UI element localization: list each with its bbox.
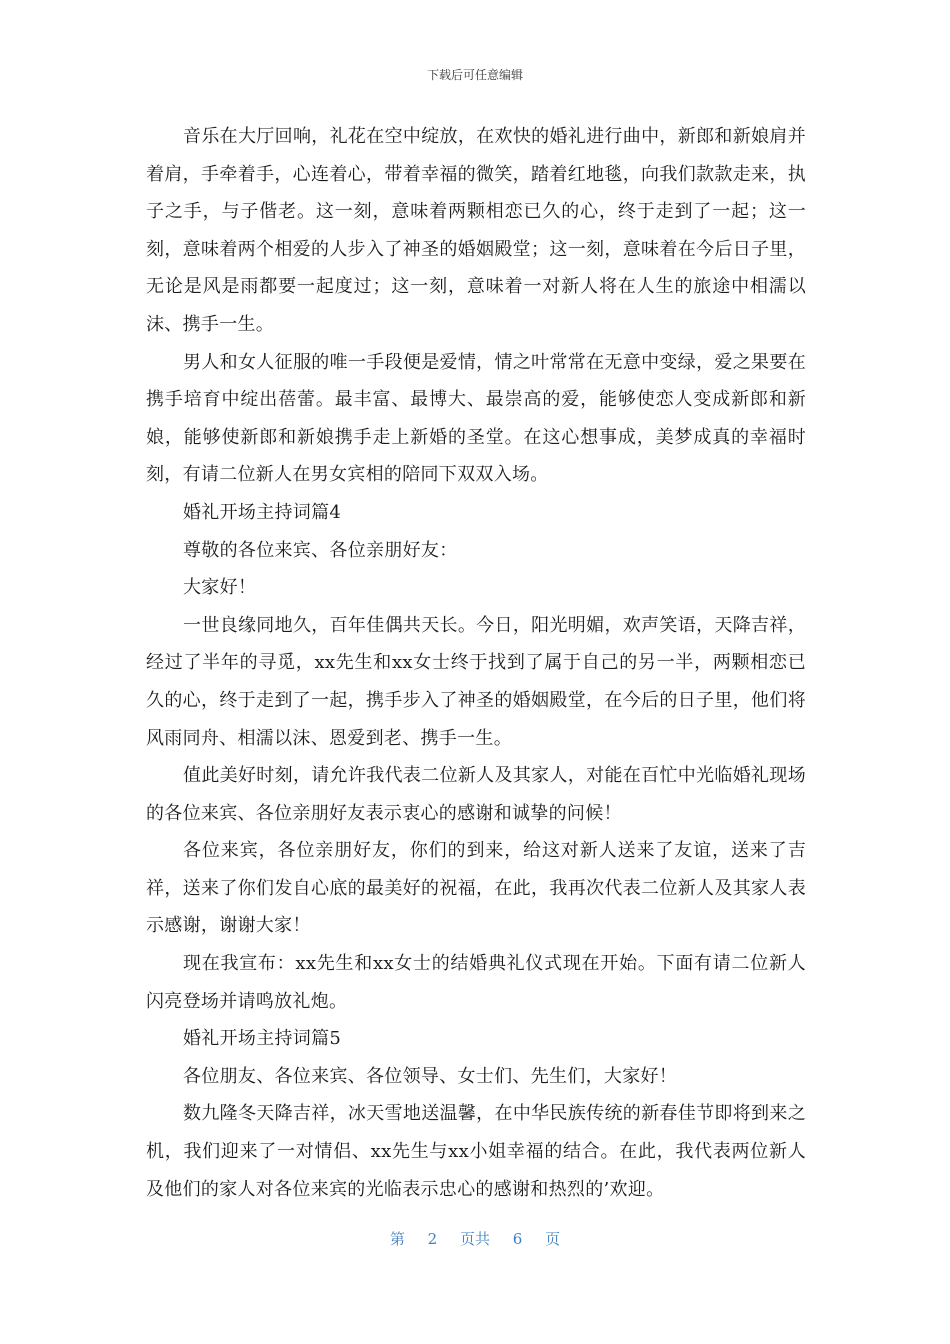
section-heading: 婚礼开场主持词篇4 (183, 501, 342, 523)
paragraph: 数九隆冬天降吉祥，冰天雪地送温馨，在中华民族传统的新春佳节即将到来之机，我们迎来了一对情侣、xx先生与xx小姐幸福的结合。在此，我代表两位新人及他们的家人对各位来宾的光临表示忠心的感谢和热烈的’欢迎。 (146, 1103, 806, 1200)
paragraph: 音乐在大厅回响，礼花在空中绽放，在欢快的婚礼进行曲中，新郎和新娘肩并着肩，手牵着手，心连着心，带着幸福的微笑，踏着红地毯，向我们款款走来，执子之手，与子偕老。这一刻，意味着两颗相恋已久的心，终于走到了一起；这一刻，意味着两个相爱的人步入了神圣的婚姻殿堂；这一刻，意味着在今后日子里，无论是风是雨都要一起度过；这一刻，意味着一对新人将在人生的旅途中相濡以沫、携手一生。 (146, 126, 806, 335)
page-number-footer (0, 1228, 950, 1249)
page-header-note: 下载后可任意编辑 (426, 68, 523, 82)
greeting: 大家好！ (183, 577, 257, 599)
paragraph: 现在我宣布：xx先生和xx女士的结婚典礼仪式现在开始。下面有请二位新人闪亮登场并请鸣放礼炮。 (146, 953, 806, 1012)
footer-prefix: 第 (389, 1230, 405, 1248)
total-pages-number: 6 (512, 1230, 523, 1248)
salutation: 各位朋友、各位来宾、各位领导、女士们、先生们，大家好！ (183, 1065, 678, 1087)
salutation: 尊敬的各位来宾、各位亲朋好友： (183, 539, 458, 561)
paragraph: 各位来宾，各位亲朋好友，你们的到来，给这对新人送来了友谊，送来了吉祥，送来了你们发自心底的最美好的祝福，在此，我再次代表二位新人及其家人表示感谢，谢谢大家！ (146, 840, 806, 937)
paragraph: 男人和女人征服的唯一手段便是爱情，情之叶常常在无意中变绿，爱之果要在携手培育中绽出蓓蕾。最丰富、最博大、最崇高的爱，能够使恋人变成新郎和新娘，能够使新郎和新娘携手走上新婚的圣堂。在这心想事成，美梦成真的幸福时刻，有请二位新人在男女宾相的陪同下双双入场。 (146, 351, 806, 486)
current-page-number: 2 (427, 1230, 438, 1248)
document-body (146, 118, 806, 1208)
section-heading: 婚礼开场主持词篇5 (183, 1028, 342, 1050)
paragraph: 值此美好时刻，请允许我代表二位新人及其家人，对能在百忙中光临婚礼现场的各位来宾、各位亲朋好友表示衷心的感谢和诚挚的问候！ (146, 765, 806, 824)
footer-middle: 页共 (459, 1230, 490, 1248)
footer-suffix: 页 (545, 1230, 561, 1248)
paragraph: 一世良缘同地久，百年佳偶共天长。今日，阳光明媚，欢声笑语，天降吉祥，经过了半年的寻觅，xx先生和xx女士终于找到了属于自己的另一半，两颗相恋已久的心，终于走到了一起，携手步入了神圣的婚姻殿堂，在今后的日子里，他们将风雨同舟、相濡以沫、恩爱到老、携手一生。 (146, 614, 806, 749)
